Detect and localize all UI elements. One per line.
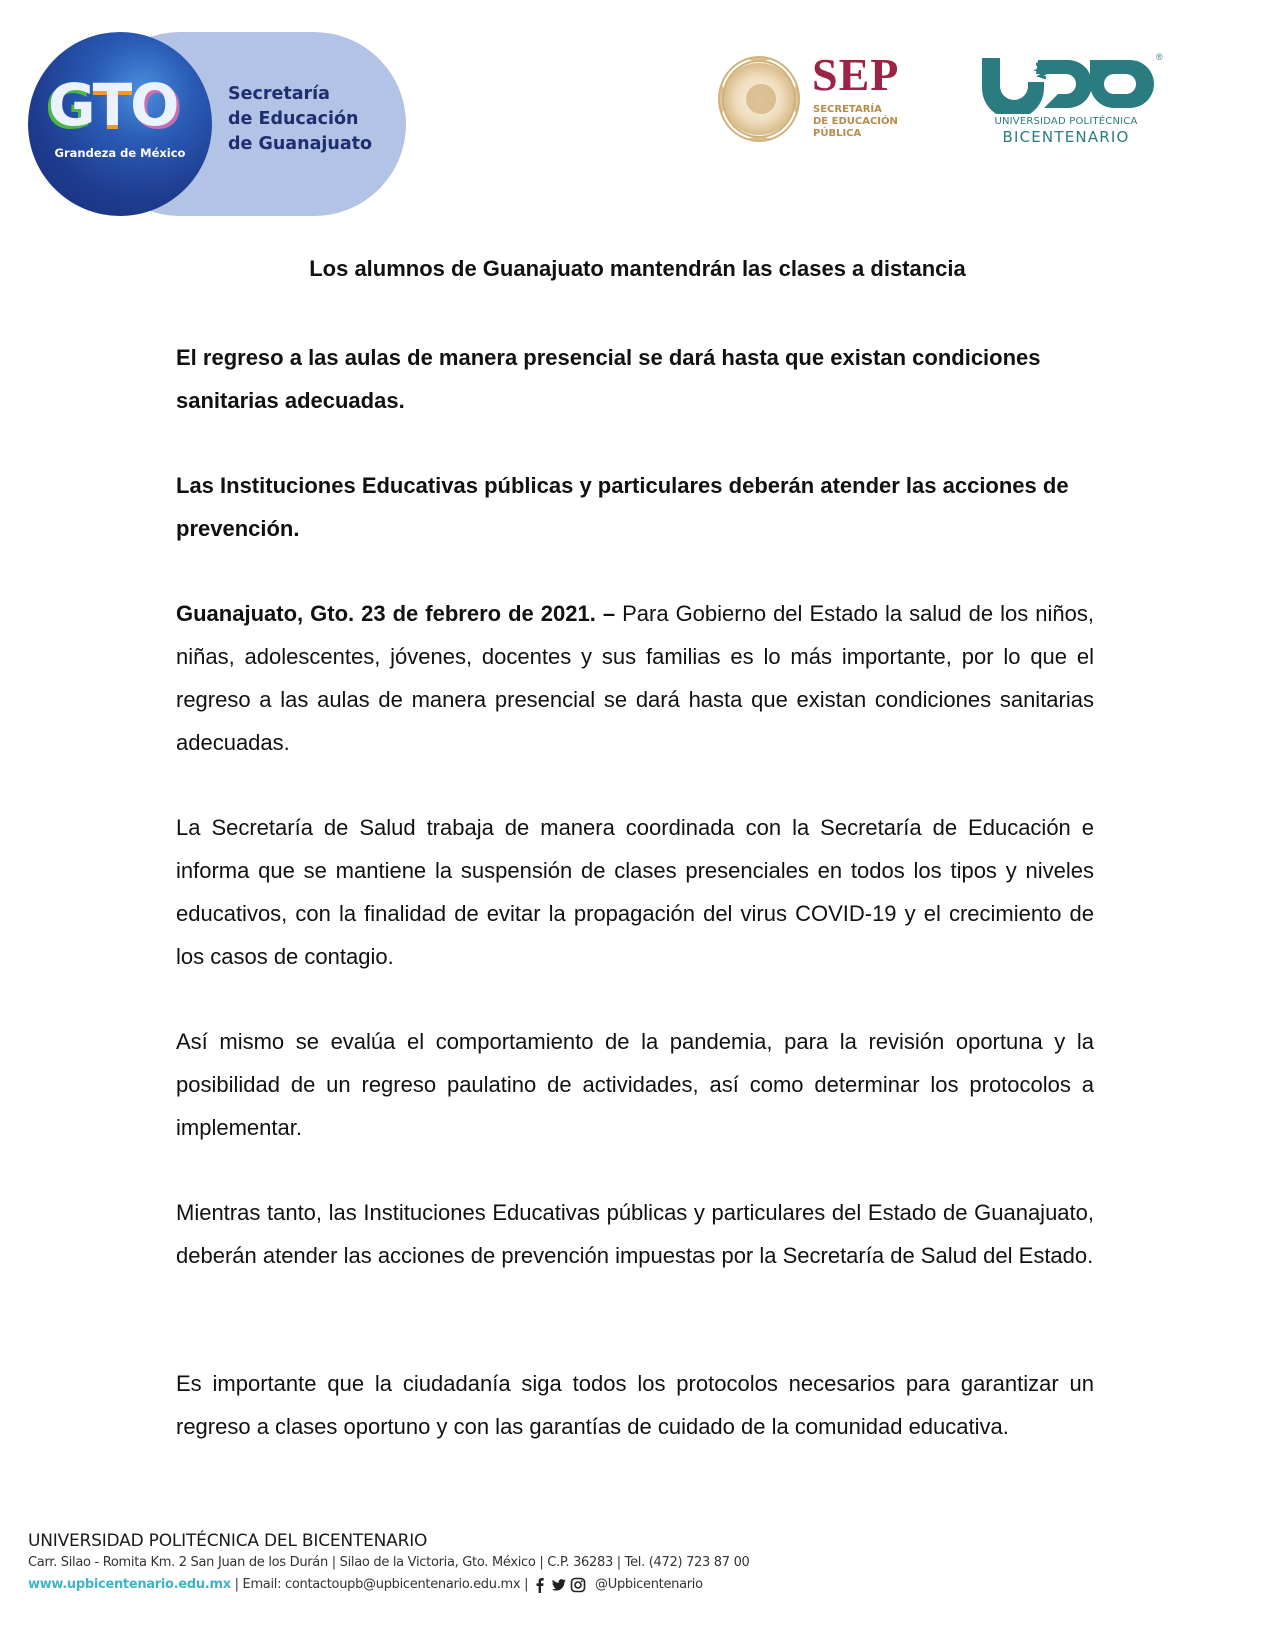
gto-secretaria-line-3: de Guanajuato <box>228 134 373 154</box>
footer-contact-line <box>28 1574 928 1596</box>
upb-logo-line-1: UNIVERSIDAD POLITÉCNICA <box>994 116 1138 127</box>
document-title: Los alumnos de Guanajuato mantendrán las clases a distancia <box>309 256 966 281</box>
sep-subtitle-line-1: SECRETARÍA <box>813 104 882 115</box>
paragraph-1-text: Para Gobierno del Estado la salud de los niños, niñas, adolescentes, jóvenes, docentes y sus familias es lo más importante, por lo que el regreso a las aulas de manera presencial se dará hasta que existan condiciones sanitarias adecuadas. <box>176 601 1094 755</box>
upb-logo-line-2: BICENTENARIO <box>1002 128 1130 146</box>
footer-email: | Email: contactoupb@upbicentenario.edu.mx | <box>230 1577 533 1592</box>
facebook-icon[interactable] <box>532 1577 548 1593</box>
footer-address: Carr. Silao - Romita Km. 2 San Juan de los Durán | Silao de la Victoria, Gto. México | C.P. 36283 | Tel. (472) 723 87 00 <box>28 1555 750 1570</box>
gto-letter-o: O <box>130 71 178 139</box>
sep-title: SEP <box>812 49 900 100</box>
footer <box>28 1530 928 1596</box>
subheading-2: Las Instituciones Educativas públicas y particulares deberán atender las acciones de prevención. <box>176 473 1069 541</box>
sep-logo <box>718 49 918 146</box>
paragraph-4: Mientras tanto, las Instituciones Educativas públicas y particulares del Estado de Guanajuato, deberán atender las acciones de prevención impuestas por la Secretaría de Salud del Estado. <box>176 1200 1094 1268</box>
gto-secretaria-line-1: Secretaría <box>228 84 330 104</box>
paragraph-5: Es importante que la ciudadanía siga todos los protocolos necesarios para garantizar un regreso a clases oportuno y con las garantías de cuidado de la comunidad educativa. <box>176 1371 1094 1439</box>
sep-subtitle <box>813 104 898 140</box>
gto-secretaria-logo <box>28 32 406 216</box>
instagram-icon[interactable] <box>570 1577 586 1593</box>
subheading-1: El regreso a las aulas de manera presencial se dará hasta que existan condiciones sanitarias adecuadas. <box>176 345 1041 413</box>
paragraph-2: La Secretaría de Salud trabaja de manera coordinada con la Secretaría de Educación e informa que se mantiene la suspensión de clases presenciales en todos los tipos y niveles educativos, con la finalidad de evitar la propagación del virus COVID-19 y el crecimiento de los casos de contagio. <box>176 815 1094 969</box>
paragraph-3: Así mismo se evalúa el comportamiento de la pandemia, para la revisión oportuna y la posibilidad de un regreso paulatino de actividades, así como determinar los protocolos a implementar. <box>176 1029 1094 1140</box>
twitter-icon[interactable] <box>551 1577 567 1593</box>
gto-tagline: Grandeza de México <box>54 146 186 160</box>
dateline: Guanajuato, Gto. 23 de febrero de 2021. – <box>176 601 616 626</box>
mexico-coat-of-arms-icon <box>718 56 800 142</box>
social-handle[interactable]: @Upbicentenario <box>595 1577 703 1592</box>
gto-secretaria-name <box>228 82 372 157</box>
sep-subtitle-line-3: PÚBLICA <box>813 128 862 139</box>
gto-letter-g: G <box>48 71 93 139</box>
gto-logo-circle <box>28 32 212 216</box>
gto-secretaria-line-2: de Educación <box>228 109 359 129</box>
paragraph-1 <box>176 592 1094 764</box>
footer-institution: UNIVERSIDAD POLITÉCNICA DEL BICENTENARIO <box>28 1531 428 1551</box>
sep-subtitle-line-2: DE EDUCACIÓN <box>813 116 898 127</box>
upb-monogram-icon <box>978 54 1156 114</box>
gto-letter-t: T <box>92 71 131 139</box>
gto-wordmark <box>48 71 178 139</box>
registered-mark: ® <box>1156 52 1163 62</box>
website-link[interactable]: www.upbicentenario.edu.mx <box>28 1577 231 1592</box>
eagle-seal-icon <box>746 84 776 114</box>
upb-logo <box>976 54 1176 146</box>
